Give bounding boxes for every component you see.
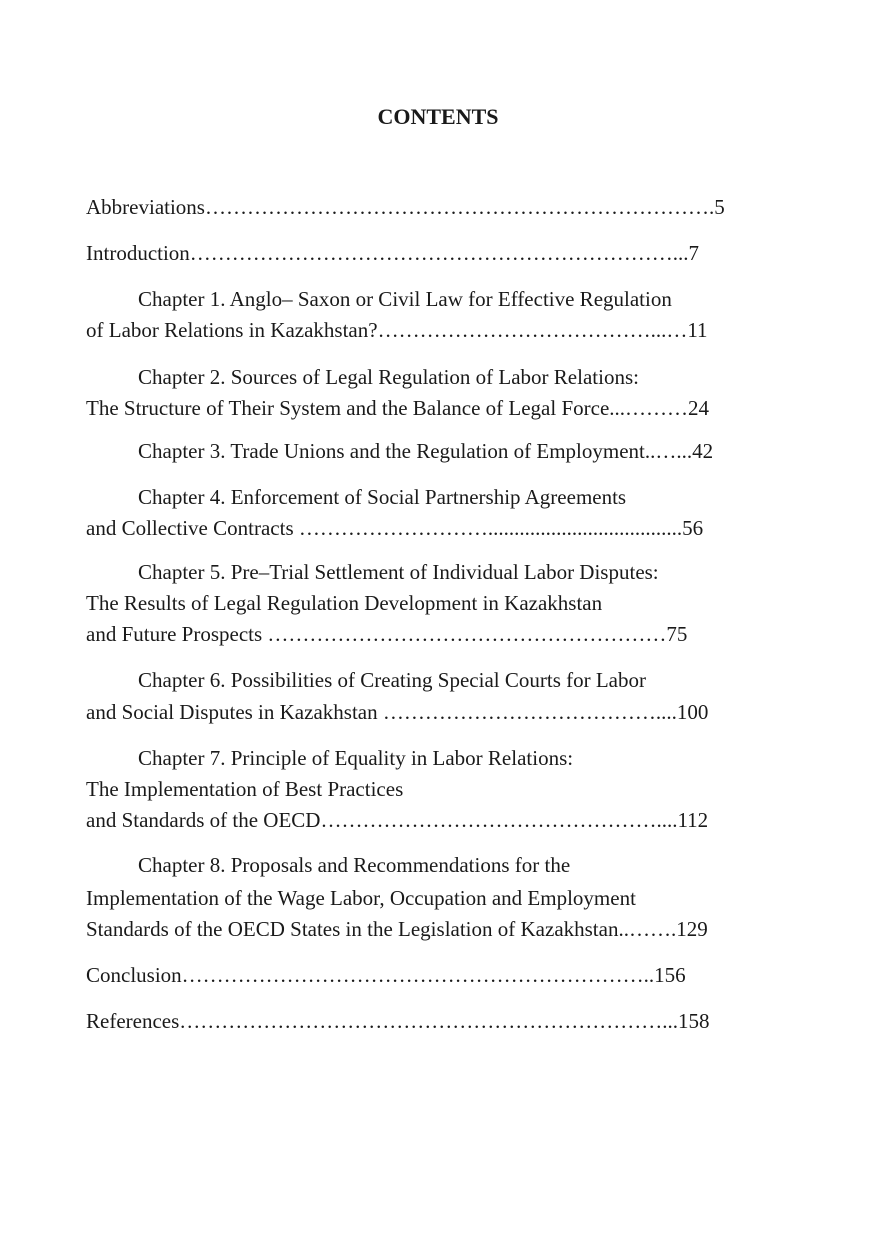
toc-line: Implementation of the Wage Labor, Occupation and Employment [86,886,636,910]
toc-line: The Implementation of Best Practices [86,777,404,801]
toc-line: Chapter 6. Possibilities of Creating Special Courts for Labor [138,668,646,692]
toc-line: of Labor Relations in Kazakhstan?…………………………………...…11 [86,318,708,342]
toc-line: References……………………………………………………………...158 [86,1009,710,1033]
toc-line: Introduction……………………………………………………………...7 [86,241,700,265]
page-title: CONTENTS [377,104,499,129]
toc-line: and Future Prospects …………………………………………………75 [86,622,688,646]
toc-line: and Standards of the OECD…………………………………………....112 [86,808,709,832]
toc-line: The Structure of Their System and the Balance of Legal Force...………24 [86,396,710,420]
toc-line: Chapter 3. Trade Unions and the Regulation of Employment..…...42 [138,439,714,463]
toc-line: Chapter 5. Pre–Trial Settlement of Individual Labor Disputes: [138,560,659,584]
toc-line: Chapter 4. Enforcement of Social Partnership Agreements [138,485,627,509]
toc-line: Chapter 7. Principle of Equality in Labor Relations: [138,746,574,770]
toc-line: Abbreviations……………………………………………………………….5 [86,195,725,219]
toc-line: Conclusion…………………………………………………………..156 [86,963,686,987]
toc-line: and Collective Contracts ……………………….....................................56 [86,516,704,540]
toc-line: Chapter 8. Proposals and Recommendations for the [138,853,571,877]
toc-line: Standards of the OECD States in the Legislation of Kazakhstan..…….129 [86,917,708,941]
toc-line: Chapter 2. Sources of Legal Regulation of Labor Relations: [138,365,639,389]
toc-line: and Social Disputes in Kazakhstan …………………………………....100 [86,700,709,724]
toc-line: Chapter 1. Anglo– Saxon or Civil Law for Effective Regulation [138,287,672,311]
toc-line: The Results of Legal Regulation Development in Kazakhstan [86,591,603,615]
